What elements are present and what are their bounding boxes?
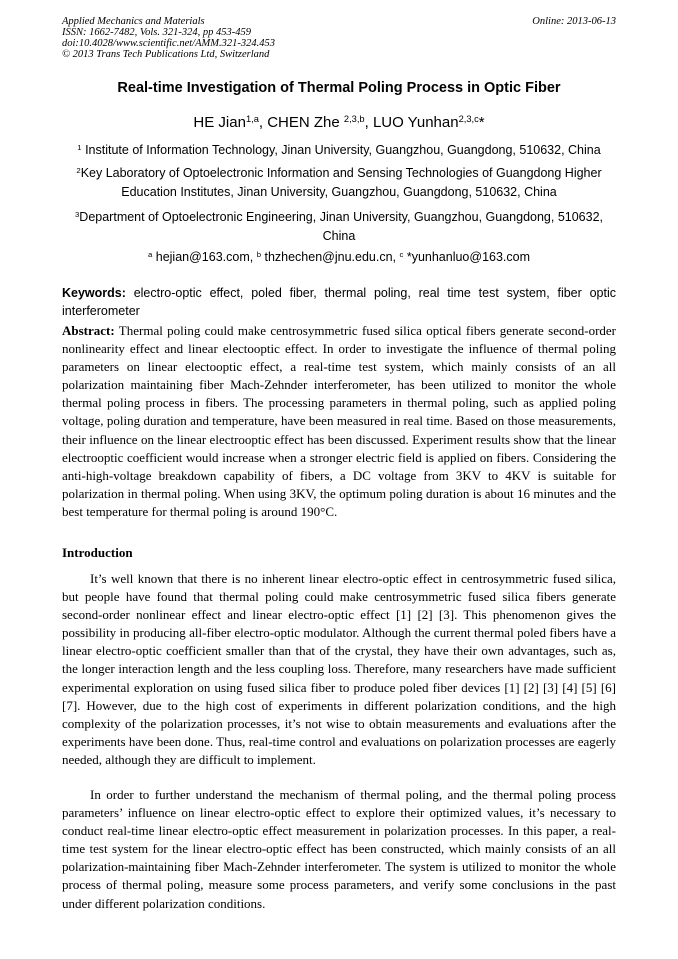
affiliation-number: 3 [74, 210, 80, 220]
journal-header [62, 16, 616, 60]
email-line [0, 250, 678, 264]
paper-title: Real-time Investigation of Thermal Poling Process in Optic Fiber [117, 80, 561, 96]
affiliation-2 [62, 164, 616, 202]
affiliation-number: 2 [76, 166, 81, 176]
abstract-label: Abstract: [62, 323, 115, 338]
email-mark: c [399, 250, 404, 260]
author-separator: , [364, 114, 373, 131]
author-affiliation-mark: 2,3,c [458, 114, 479, 125]
email-text: hejian@163.com, [152, 250, 257, 264]
copyright-line: © 2013 Trans Tech Publications Ltd, Switzerland [62, 49, 270, 60]
affiliation-1 [62, 141, 616, 160]
keywords [62, 284, 616, 320]
abstract [62, 322, 616, 521]
intro-paragraph-2: In order to further understand the mechanism of thermal poling, and the thermal poling process parameters’ influence on linear electro-optic effect to explore their optimized values, it’s necessary to conduct real-time linear electro-optic effect measurement in polarization processes. In this paper, a real-time test system for the linear electro-optic effect has been constructed, which mainly consists of an all polarization-maintaining fiber Mach-Zehnder interferometer. The system is utilized to monitor the whole process of thermal poling, measure some process parameters, and verify some conclusions in the past under different polarization conditions. [62, 787, 616, 911]
author-affiliation-mark: 1,a [245, 114, 259, 125]
email-text: thzhechen@jnu.edu.cn, [261, 250, 400, 264]
keywords-text: electro-optic effect, poled fiber, thermal poling, real time test system, fiber optic interferometer [62, 286, 616, 318]
affiliation-text: Key Laboratory of Optoelectronic Information and Sensing Technologies of Guangdong Higher Education Institutes, Jinan University, Guangzhou, Guangdong, 510632, China [80, 166, 602, 199]
journal-name: Applied Mechanics and Materials [62, 16, 205, 27]
intro-paragraph-1: It’s well known that there is no inherent linear electro-optic effect in centrosymmetric fused silica, but people have found that thermal poling could make centrosymmetric fused silica fibers generate second-order nonlinear effect and linear electro-optic effect [1] [2] [3]. This phenomenon gives the possibility in producing all-fiber electro-optic modulator. Although the current thermal poled fibers have a linear electro-optic coefficient smaller than that of the crystal, they have their own advantages, such as, the longer interaction length and the less coupling loss. Therefore, many researchers have made sufficient experimental exploration on using fused silica fiber to produce poled fiber devices [1] [2] [3] [4] [5] [6] [7]. However, due to the high cost of experiments in different polarization conditions, and the high complexity of the polarization processes, it’s not wise to obtain measurements and evaluations after the experiments have been done. Thus, real-time control and evaluations on polarization processes are eagerly needed, although they are difficult to implement. [62, 571, 616, 767]
issn-line: ISSN: 1662-7482, Vols. 321-324, pp 453-459 [62, 27, 251, 38]
author-list [0, 114, 678, 131]
affiliation-3 [62, 208, 616, 246]
affiliation-text: Department of Optoelectronic Engineering, Jinan University, Guangzhou, Guangdong, 510632, China [79, 210, 604, 243]
doi-line: doi:10.4028/www.scientific.net/AMM.321-324.453 [62, 38, 275, 49]
email-text: *yunhanluo@163.com [403, 250, 531, 264]
author-affiliation-mark: 2,3,b [343, 114, 365, 125]
email-mark: a [147, 250, 153, 260]
affiliation-text: Institute of Information Technology, Jinan University, Guangzhou, Guangdong, 510632, China [81, 143, 601, 157]
corresponding-author-mark: * [478, 114, 485, 131]
keywords-label: Keywords: [62, 286, 126, 300]
email-mark: b [256, 250, 261, 260]
affiliation-number: 1 [77, 143, 82, 153]
author-name: LUO Yunhan [372, 114, 459, 131]
author-name: CHEN Zhe [267, 114, 344, 131]
online-date: Online: 2013-06-13 [532, 16, 616, 27]
author-name: HE Jian [193, 114, 246, 131]
author-separator: , [258, 114, 268, 131]
section-heading-introduction: Introduction [62, 545, 133, 560]
abstract-text: Thermal poling could make centrosymmetric fused silica optical fibers generate second-order nonlinearity effect and linear electooptic effect. In order to investigate the influence of thermal poling parameters on linear electooptic effect, a real-time test system, which mainly consists of an all polarization maintaining fiber Mach-Zehnder interferometer, has been utilized to monitor the whole thermal poling process in fibers. The processing parameters in thermal poling, such as applied poling voltage, poling duration and temperature, have been measured in real time. Based on those measurements, their influence on the linear electrooptic effect has been discussed. Experiment results show that the linear electrooptic coefficient would increase when a stronger electric field is applied on fibers. Considering the anti-high-voltage breakdown capability of fibers, a DC voltage from 3KV to 4KV is suitable for polarization in thermal poling. When using 3KV, the optimum poling duration is about 16 minutes and the best temperature for thermal poling is around 190°C. [62, 323, 616, 519]
